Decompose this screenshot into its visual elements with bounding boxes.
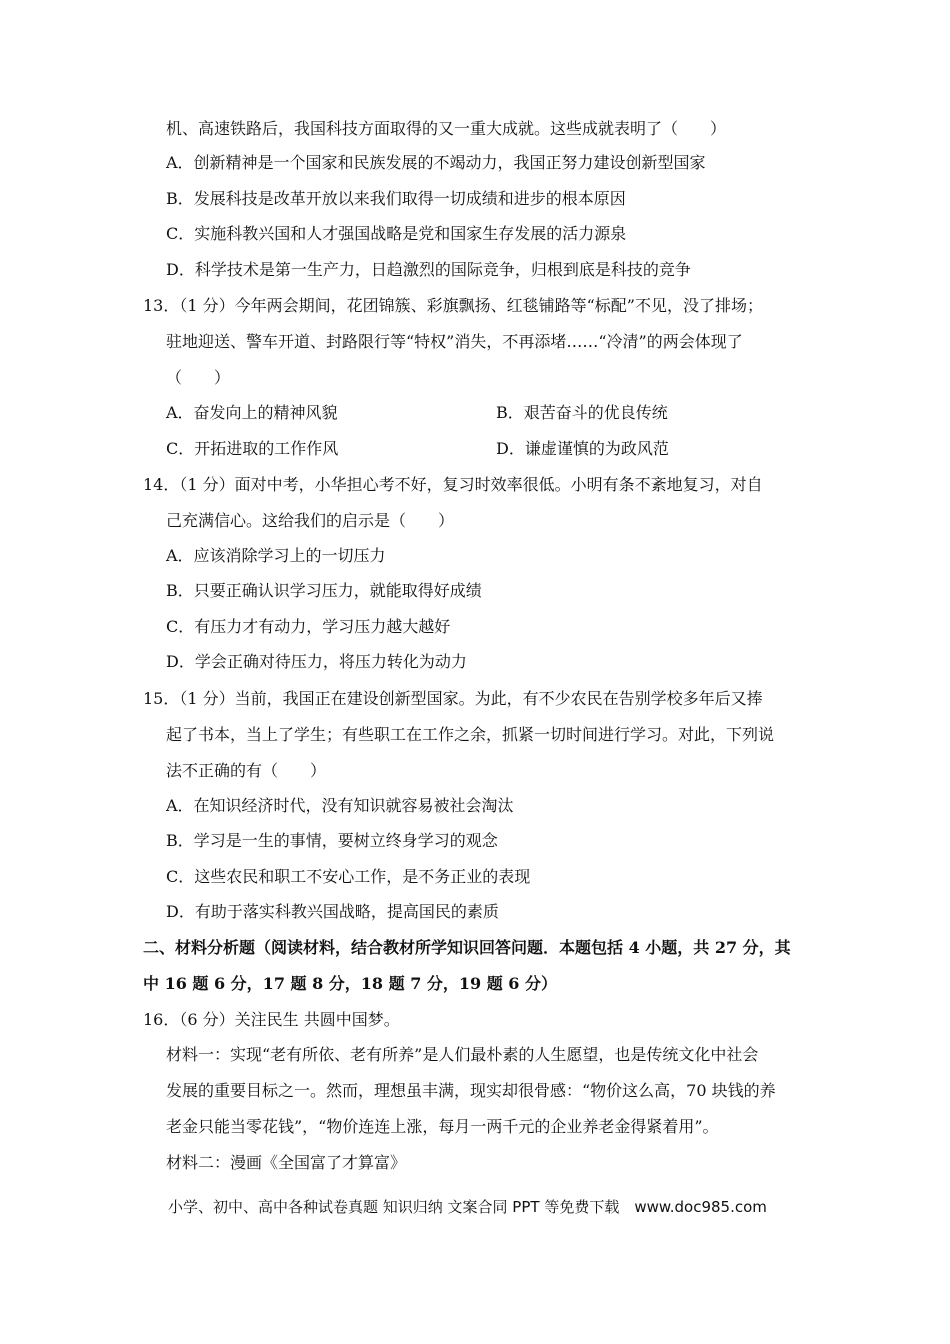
q13-option-a: A．奋发向上的精神风貌 [166, 403, 338, 422]
q15-stem-line-1: 15．（1 分）当前，我国正在建设创新型国家。为此，有不少农民在告别学校多年后又捧 [143, 689, 763, 708]
q16-material-2: 材料二：漫画《全国富了才算富》 [166, 1153, 407, 1172]
q14-stem-line-2: 己充满信心。这给我们的启示是（ ） [166, 511, 455, 530]
q13-option-c: C．开拓进取的工作作风 [166, 439, 339, 458]
section-2-heading-line-1: 二、材料分析题（阅读材料，结合教材所学知识回答问题．本题包括 4 小题，共 27 分，其 [143, 938, 791, 957]
q13-stem-line-3: （ ） [166, 368, 231, 387]
q12-option-a: A．创新精神是一个国家和民族发展的不竭动力，我国正努力建设创新型国家 [166, 153, 706, 172]
q15-option-d: D．有助于落实科教兴国战略，提高国民的素质 [166, 902, 499, 921]
page-footer: 小学、初中、高中各种试卷真题 知识归纳 文案合同 PPT 等免费下载 www.doc985.com [168, 1198, 767, 1216]
q14-option-d: D．学会正确对待压力，将压力转化为动力 [166, 652, 467, 671]
q13-stem-line-2: 驻地迎送、警车开道、封路限行等“特权”消失，不再添堵……“冷清”的两会体现了 [166, 332, 743, 351]
q14-option-b: B．只要正确认识学习压力，就能取得好成绩 [166, 581, 482, 600]
q12-option-b: B．发展科技是改革开放以来我们取得一切成绩和进步的根本原因 [166, 189, 626, 208]
q13-option-d: D．谦虚谨慎的为政风范 [496, 439, 669, 458]
q15-stem-line-3: 法不正确的有（ ） [166, 761, 327, 780]
q13-option-b: B．艰苦奋斗的优良传统 [496, 403, 668, 422]
q15-stem-line-2: 起了书本，当上了学生；有些职工在工作之余，抓紧一切时间进行学习。对此，下列说 [166, 725, 775, 744]
q12-option-c: C．实施科教兴国和人才强国战略是党和国家生存发展的活力源泉 [166, 224, 627, 243]
q14-option-a: A．应该消除学习上的一切压力 [166, 546, 386, 565]
q14-option-c: C．有压力才有动力，学习压力越大越好 [166, 617, 451, 636]
section-2-heading-line-2: 中 16 题 6 分，17 题 8 分，18 题 7 分，19 题 6 分） [143, 974, 558, 993]
q13-stem-line-1: 13．（1 分）今年两会期间，花团锦簇、彩旗飘扬、红毯铺路等“标配”不见，没了排场； [143, 296, 763, 315]
q16-material-1-line-2: 发展的重要目标之一。然而，理想虽丰满，现实却很骨感：“物价这么高，70 块钱的养 [166, 1081, 776, 1100]
q15-option-b: B．学习是一生的事情，要树立终身学习的观念 [166, 831, 498, 850]
q16-material-1-line-3: 老金只能当零花钱”，“物价连连上涨，每月一两千元的企业养老金得紧着用”。 [166, 1117, 719, 1136]
q15-option-c: C．这些农民和职工不安心工作，是不务正业的表现 [166, 867, 531, 886]
q15-option-a: A．在知识经济时代，没有知识就容易被社会淘汰 [166, 796, 514, 815]
q16-material-1-line-1: 材料一：实现“老有所依、老有所养”是人们最朴素的人生愿望，也是传统文化中社会 [166, 1045, 759, 1064]
q14-stem-line-1: 14．（1 分）面对中考，小华担心考不好，复习时效率很低。小明有条不紊地复习，对自 [143, 475, 763, 494]
q12-stem: 机、高速铁路后，我国科技方面取得的又一重大成就。这些成就表明了（ ） [166, 119, 727, 138]
q16-stem: 16．（6 分）关注民生 共圆中国梦。 [143, 1010, 400, 1029]
q12-option-d: D．科学技术是第一生产力，日趋激烈的国际竞争，归根到底是科技的竞争 [166, 260, 691, 279]
